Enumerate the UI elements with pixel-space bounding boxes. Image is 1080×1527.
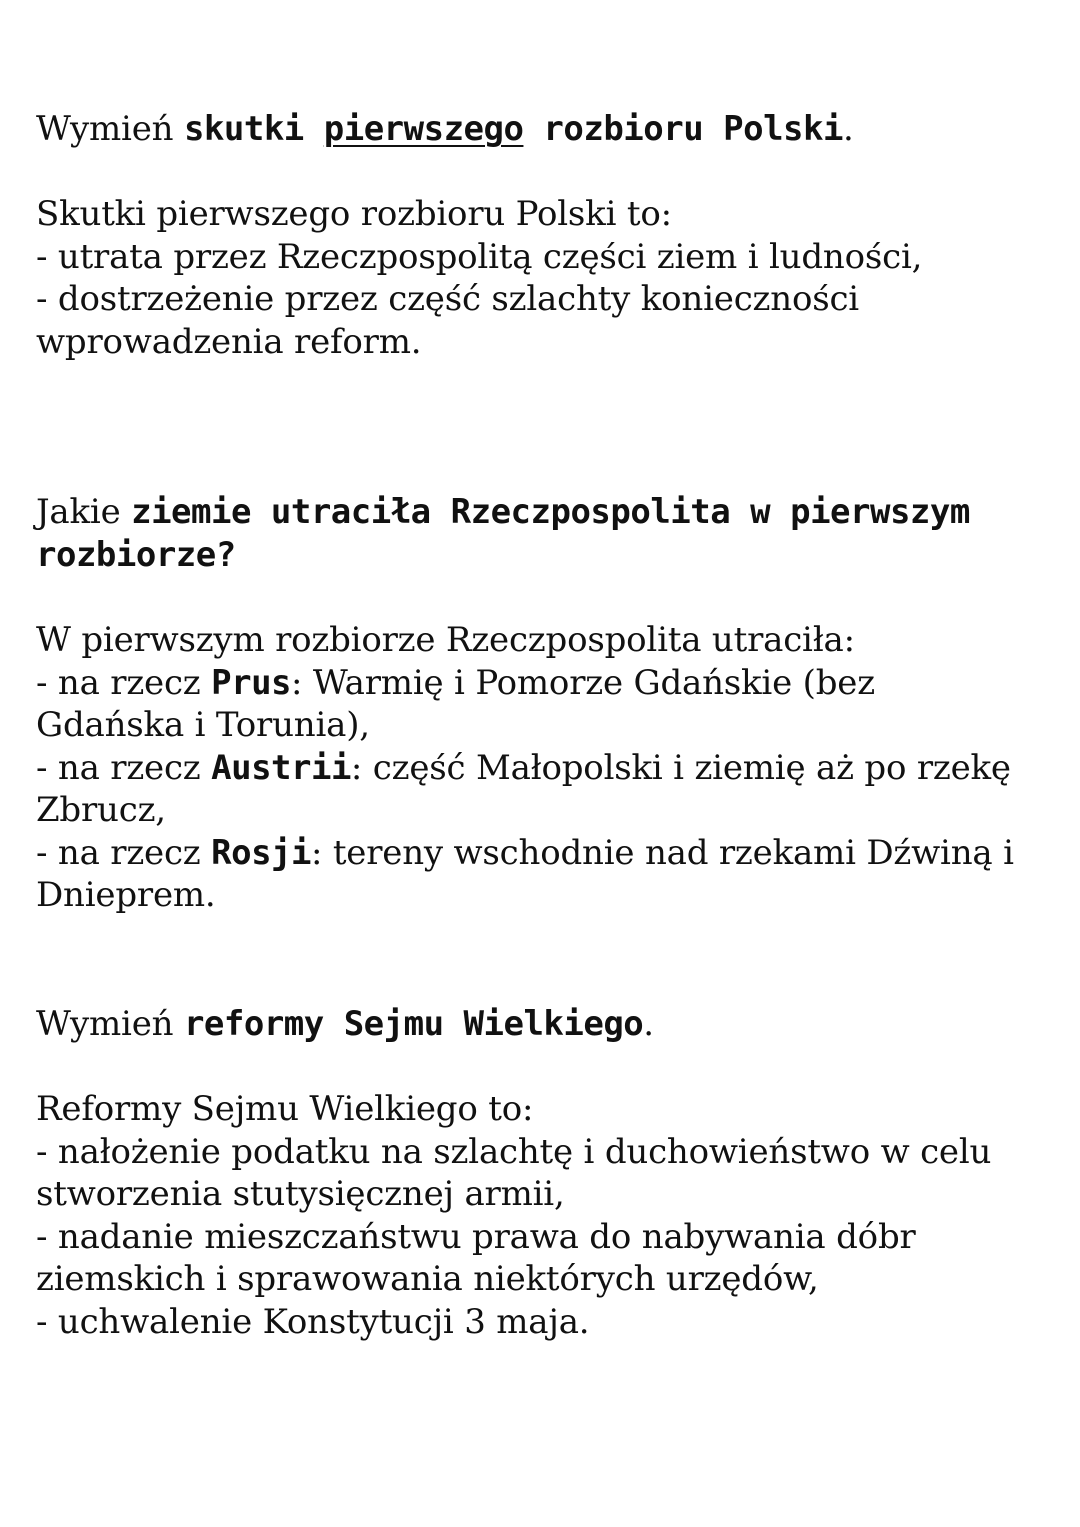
answer-2-item-cont: Gdańska i Torunia), bbox=[36, 705, 370, 745]
answer-2-item-rosja: - na rzecz Rosji: tereny wschodnie nad rzekami Dźwiną i bbox=[36, 832, 1014, 873]
answer-1 bbox=[36, 193, 1056, 363]
question-2-line: rozbiorze? bbox=[36, 534, 236, 575]
answer-2-item-cont: Zbrucz, bbox=[36, 790, 166, 830]
answer-1-intro: Skutki pierwszego rozbioru Polski to: bbox=[36, 194, 672, 234]
answer-2-item-prus: - na rzecz Prus: Warmię i Pomorze Gdańskie (bez bbox=[36, 662, 875, 703]
answer-1-item-cont: wprowadzenia reform. bbox=[36, 321, 422, 362]
question-3-line: Wymień reformy Sejmu Wielkiego. bbox=[36, 1004, 654, 1044]
answer-2-item-austria: - na rzecz Austrii: część Małopolski i ziemię aż po rzekę bbox=[36, 747, 1011, 788]
answer-1-item: - dostrzeżenie przez część szlachty konieczności bbox=[36, 279, 859, 319]
question-3 bbox=[36, 1003, 1056, 1046]
answer-3-intro: Reformy Sejmu Wielkiego to: bbox=[36, 1089, 534, 1129]
question-2-line: Jakie ziemie utraciła Rzeczpospolita w pierwszym bbox=[36, 492, 970, 532]
answer-3-item-cont: ziemskich i sprawowania niektórych urzędów, bbox=[36, 1259, 819, 1299]
answer-2-intro: W pierwszym rozbiorze Rzeczpospolita utraciła: bbox=[36, 620, 855, 660]
answer-2 bbox=[36, 619, 1056, 917]
answer-2-item-cont: Dnieprem. bbox=[36, 875, 216, 915]
answer-1-item: - utrata przez Rzeczpospolitą części ziem i ludności, bbox=[36, 236, 923, 277]
answer-3-item: - nadanie mieszczaństwu prawa do nabywania dóbr bbox=[36, 1216, 916, 1257]
answer-3 bbox=[36, 1088, 1056, 1343]
answer-3-item: - uchwalenie Konstytucji 3 maja. bbox=[36, 1301, 590, 1342]
question-1 bbox=[36, 108, 1056, 151]
question-1-line: Wymień skutki pierwszego rozbioru Polski. bbox=[36, 109, 854, 149]
underlined-keyword: pierwszego bbox=[323, 109, 524, 149]
answer-3-item: - nałożenie podatku na szlachtę i duchowieństwo w celu bbox=[36, 1131, 992, 1172]
answer-3-item-cont: stworzenia stutysięcznej armii, bbox=[36, 1174, 565, 1214]
question-2 bbox=[36, 491, 1056, 576]
